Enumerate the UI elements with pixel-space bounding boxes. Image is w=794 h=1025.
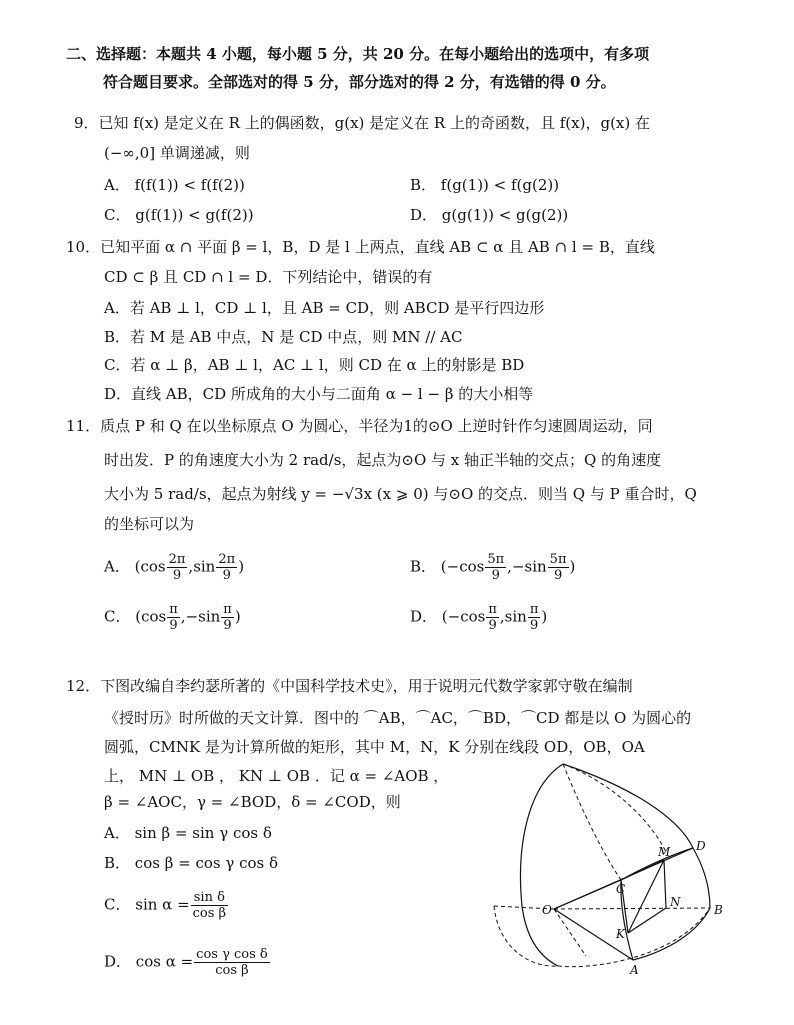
section-heading-line1: 二、选择题：本题共 4 小题，每小题 5 分，共 20 分。在每小题给出的选项中，有多项 bbox=[66, 45, 650, 63]
q12-option-c: C． sin α = $\frac{\text{sin δ}}{\text{cos β}}$ bbox=[104, 890, 227, 921]
q9-option-c: C． g(f(1)) < g(f(2)) bbox=[104, 206, 254, 224]
q12-option-a: A． sin β = sin γ cos δ bbox=[104, 824, 272, 842]
q11-option-c: C． (cos $\frac{\pi}{9}$ ,−sin $\frac{\pi}{9}$ ) bbox=[104, 602, 241, 633]
q11-option-a: A． (cos $\frac{2\pi}{9}$ ,sin $\frac{2\pi}{9}$ ) bbox=[104, 552, 245, 583]
q10-option-b: B．若 M 是 AB 中点，N 是 CD 中点，则 MN // AC bbox=[104, 328, 463, 346]
segment-OC bbox=[554, 880, 621, 909]
q12-stem-line5: β = ∠AOC，γ = ∠BOD，δ = ∠COD，则 bbox=[104, 793, 401, 811]
label-O: O bbox=[542, 903, 552, 917]
dashed-OK bbox=[554, 909, 586, 956]
label-C: C bbox=[616, 882, 626, 896]
arc-top-right bbox=[563, 764, 693, 848]
label-A: A bbox=[630, 963, 639, 976]
q11-stem-line1: 11．质点 P 和 Q 在以坐标原点 O 为圆心，半径为1的⊙O 上逆时针作匀速圆周运动，同 bbox=[66, 417, 653, 435]
segment-MK bbox=[628, 860, 664, 933]
arc-AB bbox=[633, 908, 710, 960]
q12-stem-line4: 上， MN ⊥ OB ， KN ⊥ OB ．记 α = ∠AOB ， bbox=[104, 767, 449, 785]
q10-option-c: C．若 α ⊥ β，AB ⊥ l，AC ⊥ l，则 CD 在 α 上的射影是 BD bbox=[104, 356, 525, 374]
dashed-arc-lower bbox=[558, 908, 710, 967]
section-heading-line2: 符合题目要求。全部选对的得 5 分，部分选对的得 2 分，有选错的得 0 分。 bbox=[103, 73, 616, 91]
label-N: N bbox=[670, 895, 681, 909]
q11-stem-line4: 的坐标可以为 bbox=[104, 515, 195, 533]
q9-stem-line2: (−∞,0] 单调递减，则 bbox=[104, 144, 250, 162]
label-K: K bbox=[616, 927, 625, 941]
q12-stem-line1: 12．下图改编自李约瑟所著的《中国科学技术史》，用于说明元代数学家郭守敬在编制 bbox=[66, 677, 633, 695]
segment-MN bbox=[664, 860, 666, 908]
q12-figure bbox=[488, 756, 738, 976]
segment-CM bbox=[621, 860, 664, 880]
dashed-arc-right bbox=[563, 764, 666, 852]
arc-BD bbox=[693, 848, 710, 908]
q11-option-b: B． (−cos $\frac{5\pi}{9}$ ,−sin $\frac{5\pi}{9}$ ) bbox=[410, 552, 576, 583]
q10-option-d: D．直线 AB，CD 所成角的大小与二面角 α − l − β 的大小相等 bbox=[104, 385, 534, 403]
label-B: B bbox=[714, 903, 723, 917]
label-M: M bbox=[658, 845, 671, 859]
arc-top-left bbox=[521, 764, 563, 966]
dashed-arc-left bbox=[563, 764, 621, 880]
q9-option-a: A． f(f(1)) < f(f(2)) bbox=[104, 176, 245, 194]
q9-option-d: D． g(g(1)) < g(g(2)) bbox=[410, 206, 569, 224]
dashed-OB bbox=[554, 908, 710, 909]
label-D: D bbox=[696, 839, 706, 853]
q12-stem-line3: 圆弧，CMNK 是为计算所做的矩形，其中 M，N，K 分别在线段 OD，OB，OA bbox=[104, 738, 645, 756]
q12-option-d: D． cos α = $\frac{\text{cos γ cos δ}}{\text{cos β}}$ bbox=[104, 947, 268, 978]
q11-option-d: D． (−cos $\frac{\pi}{9}$ ,sin $\frac{\pi}{9}$ ) bbox=[410, 602, 548, 633]
q12-stem-line2: 《授时历》时所做的天文计算．图中的 ⌒AB，⌒AC，⌒BD，⌒CD 都是以 O 为圆心的 bbox=[104, 709, 692, 727]
q10-option-a: A．若 AB ⊥ l，CD ⊥ l，且 AB = CD，则 ABCD 是平行四边形 bbox=[104, 299, 545, 317]
q11-stem-line3: 大小为 5 rad/s，起点为射线 y = −√3x (x ⩾ 0) 与⊙O 的交点．则当 Q 与 P 重合时，Q bbox=[104, 485, 697, 503]
q12-option-b: B． cos β = cos γ cos δ bbox=[104, 854, 279, 872]
q11-stem-line2: 时出发．P 的角速度大小为 2 rad/s，起点为⊙O 与 x 轴正半轴的交点；Q 的角速度 bbox=[104, 451, 662, 469]
q9-option-b: B． f(g(1)) < f(g(2)) bbox=[410, 176, 560, 194]
q10-stem-line2: CD ⊂ β 且 CD ∩ l = D．下列结论中，错误的有 bbox=[104, 268, 433, 286]
q10-stem-line1: 10．已知平面 α ∩ 平面 β = l，B，D 是 l 上两点，直线 AB ⊂ α 且 AB ∩ l = B，直线 bbox=[66, 238, 655, 256]
q9-stem-line1: 9．已知 f(x) 是定义在 R 上的偶函数，g(x) 是定义在 R 上的奇函数，且 f(x)，g(x) 在 bbox=[74, 114, 651, 132]
